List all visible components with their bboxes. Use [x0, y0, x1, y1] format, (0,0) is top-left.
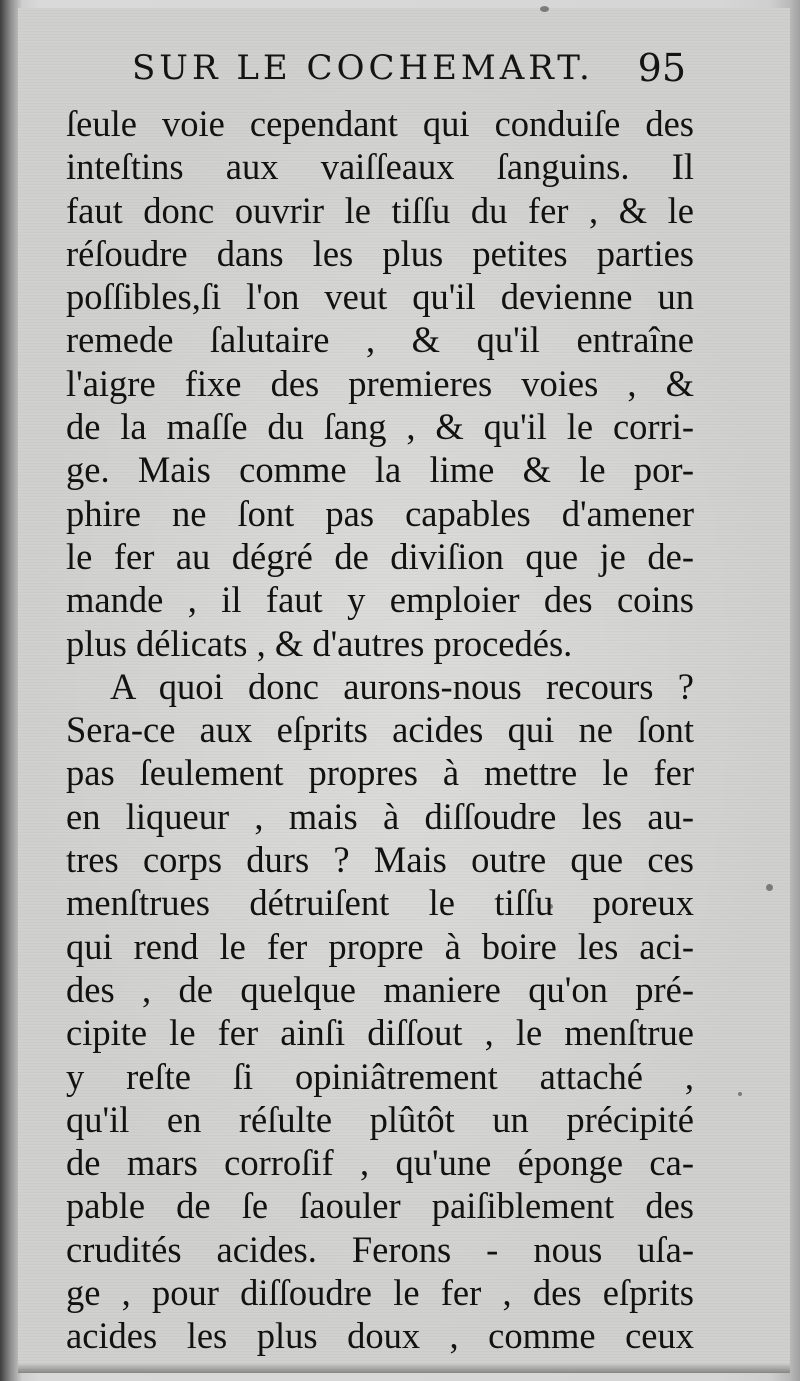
ink-speck	[540, 6, 549, 12]
text-line: l'aigre fixe des premieres voies , &	[66, 362, 694, 404]
text-line: plus délicats , & d'autres procedés.	[66, 622, 573, 664]
text-line: faut donc ouvrir le tiſſu du fer , & le	[66, 189, 694, 231]
paragraph-2	[66, 665, 694, 1358]
text-line: ſeule voie cependant qui conduiſe des	[66, 103, 694, 144]
text-line: Sera-ce aux eſprits acides qui ne ſont	[66, 709, 694, 751]
text-line: qu'il en réſulte plûtôt un précipité	[66, 1098, 694, 1140]
running-head-title: SUR LE COCHEMART.	[132, 48, 594, 88]
text-line: crudités acides. Ferons - nous uſa-	[66, 1228, 694, 1270]
text-line: ge , pour diſſoudre le fer , des eſprits	[66, 1272, 694, 1314]
page-number: 95	[637, 46, 686, 90]
text-line: qui rend le fer propre à boire les aci-	[66, 925, 694, 967]
running-head	[132, 44, 692, 98]
text-line: y reſte ſi opiniâtrement attaché ,	[66, 1055, 694, 1097]
text-line: A quoi donc aurons-nous recours ?	[110, 665, 694, 707]
text-line: menſtrues détruiſent le tiſſu poreux	[66, 882, 694, 924]
text-line: de mars corroſif , qu'une éponge ca-	[66, 1142, 694, 1184]
text-line: le fer au dégré de diviſion que je de-	[66, 535, 694, 577]
text-line: pas ſeulement propres à mettre le fer	[66, 752, 694, 794]
text-line: de la maſſe du ſang , & qu'il le corri-	[66, 406, 694, 448]
text-line: poſſibles,ſi l'on veut qu'il devienne un	[66, 276, 694, 318]
text-line: remede ſalutaire , & qu'il entraîne	[66, 319, 694, 361]
text-line: pable de ſe ſaouler paiſiblement des	[66, 1185, 694, 1227]
text-line: phire ne ſont pas capables d'amener	[66, 492, 694, 534]
text-line: ge. Mais comme la lime & le por-	[66, 449, 694, 491]
body-text	[66, 102, 694, 1358]
text-line: réſoudre dans les plus petites parties	[66, 232, 694, 274]
text-line: cipite le fer ainſi diſſout , le menſtrue	[66, 1012, 694, 1054]
ink-speck	[738, 1092, 742, 1096]
text-line: inteſtins aux vaiſſeaux ſanguins. Il	[66, 146, 694, 188]
text-line: en liqueur , mais à diſſoudre les au-	[66, 795, 694, 837]
text-line: tres corps durs ? Mais outre que ces	[66, 839, 694, 881]
paragraph-1	[66, 102, 694, 665]
page-bottom-shadow	[18, 1363, 790, 1373]
text-line: des , de quelque maniere qu'on pré-	[66, 968, 694, 1010]
text-line: mande , il faut y emploier des coins	[66, 579, 694, 621]
text-line: acides les plus doux , comme ceux	[66, 1315, 694, 1357]
ink-speck	[766, 884, 773, 891]
